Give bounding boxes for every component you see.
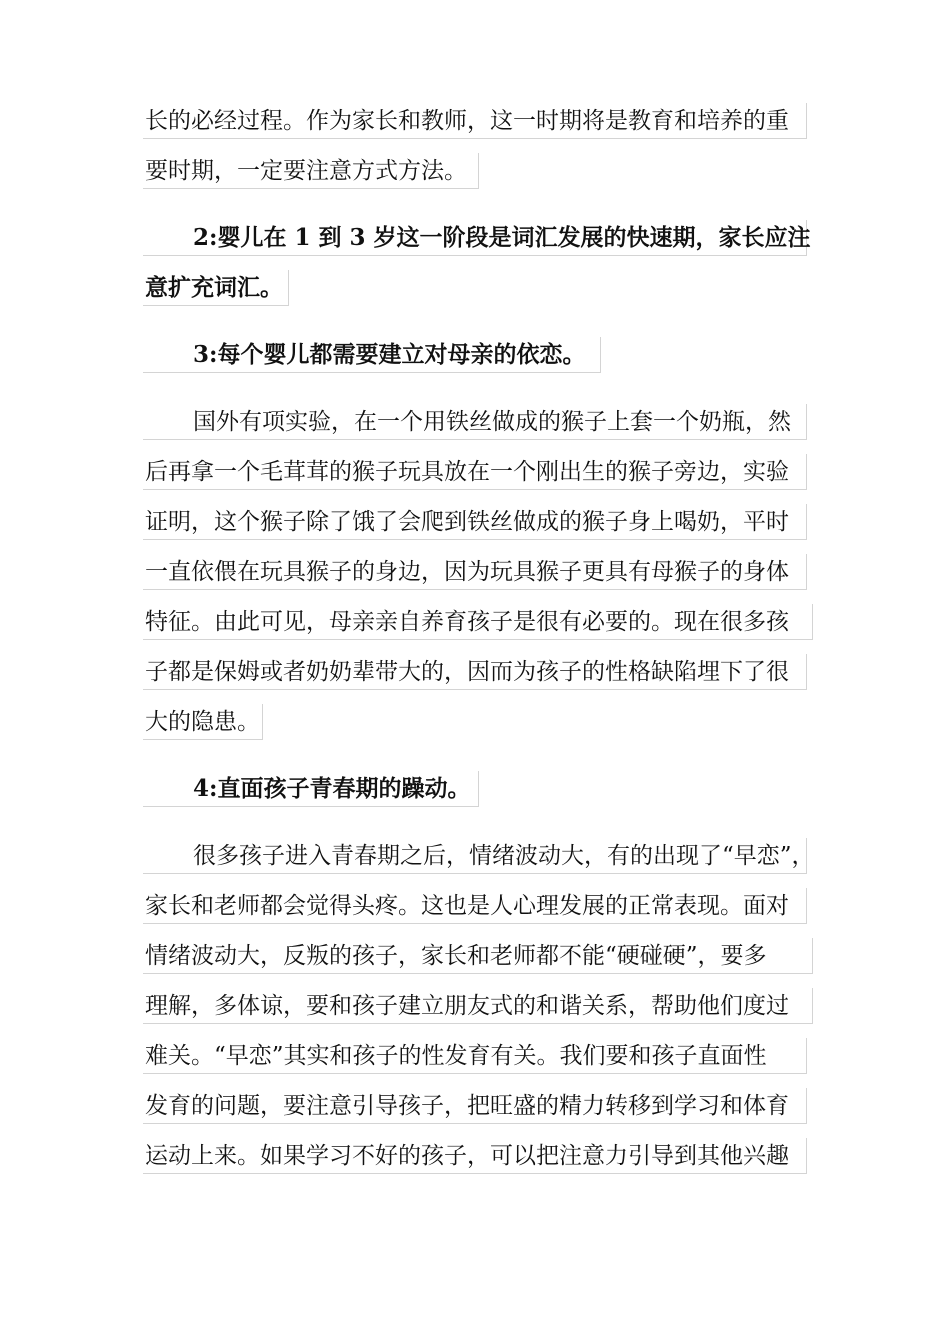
paragraph-line: 运动上来。如果学习不好的孩子，可以把注意力引导到其他兴趣 — [143, 1138, 807, 1174]
paragraph-line: 一直依偎在玩具猴子的身边，因为玩具猴子更具有母猴子的身体 — [143, 554, 807, 590]
paragraph-line: 理解，多体谅，要和孩子建立朋友式的和谐关系，帮助他们度过 — [143, 988, 813, 1024]
section-heading-2-cont: 意扩充词汇。 — [143, 270, 289, 306]
paragraph-line: 发育的问题，要注意引导孩子，把旺盛的精力转移到学习和体育 — [143, 1088, 807, 1124]
section-heading-3: 3:每个婴儿都需要建立对母亲的依恋。 — [143, 337, 601, 373]
section-heading-4: 4:直面孩子青春期的躁动。 — [143, 771, 479, 807]
paragraph-line: 情绪波动大，反叛的孩子，家长和老师都不能“硬碰硬”，要多 — [143, 938, 813, 974]
paragraph-line: 很多孩子进入青春期之后，情绪波动大，有的出现了“早恋”， — [143, 838, 807, 874]
text-line: 长的必经过程。作为家长和教师，这一时期将是教育和培养的重 — [143, 103, 807, 139]
paragraph-line: 国外有项实验，在一个用铁丝做成的猴子上套一个奶瓶，然 — [143, 404, 807, 440]
paragraph-line: 难关。“早恋”其实和孩子的性发育有关。我们要和孩子直面性 — [143, 1038, 807, 1074]
paragraph-line: 子都是保姆或者奶奶辈带大的，因而为孩子的性格缺陷埋下了很 — [143, 654, 807, 690]
paragraph-line: 后再拿一个毛茸茸的猴子玩具放在一个刚出生的猴子旁边，实验 — [143, 454, 807, 490]
text-line: 要时期，一定要注意方式方法。 — [143, 153, 479, 189]
paragraph-line: 特征。由此可见，母亲亲自养育孩子是很有必要的。现在很多孩 — [143, 604, 813, 640]
paragraph-line: 大的隐患。 — [143, 704, 263, 740]
paragraph-line: 证明，这个猴子除了饿了会爬到铁丝做成的猴子身上喝奶，平时 — [143, 504, 807, 540]
section-heading-2: 2:婴儿在 1 到 3 岁这一阶段是词汇发展的快速期，家长应注 — [143, 220, 807, 256]
paragraph-line: 家长和老师都会觉得头疼。这也是人心理发展的正常表现。面对 — [143, 888, 807, 924]
